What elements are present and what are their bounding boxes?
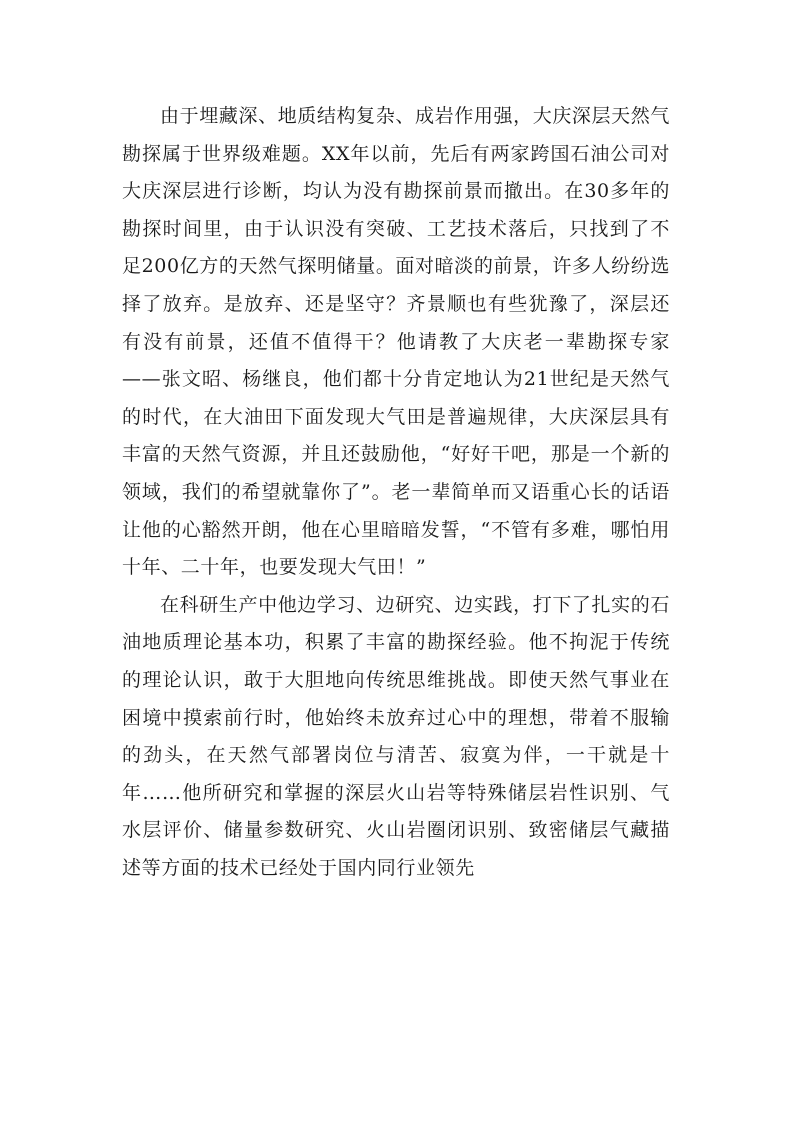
document-body: [122, 98, 670, 887]
paragraph-1: 由于埋藏深、地质结构复杂、成岩作用强，大庆深层天然气勘探属于世界级难题。XX年以前，先后有两家跨国石油公司对大庆深层进行诊断，均认为没有勘探前景而撤出。在30多年的勘探时间里，由于认识没有突破、工艺技术落后，只找到了不足200亿方的天然气探明储量。面对暗淡的前景，许多人纷纷选择了放弃。是放弃、还是坚守？齐景顺也有些犹豫了，深层还有没有前景，还值不值得干？他请教了大庆老一辈勘探专家——张文昭、杨继良，他们都十分肯定地认为21世纪是天然气的时代，在大油田下面发现大气田是普遍规律，大庆深层具有丰富的天然气资源，并且还鼓励他，“好好干吧，那是一个新的领域，我们的希望就靠你了”。老一辈简单而又语重心长的话语让他的心豁然开朗，他在心里暗暗发誓，“不管有多难，哪怕用十年、二十年，也要发现大气田！”: [122, 105, 670, 579]
paragraph-2: 在科研生产中他边学习、边研究、边实践，打下了扎实的石油地质理论基本功，积累了丰富的勘探经验。他不拘泥于传统的理论认识，敢于大胆地向传统思维挑战。即使天然气事业在困境中摸索前行时，他始终未放弃过心中的理想，带着不服输的劲头，在天然气部署岗位与清苦、寂寞为伴，一干就是十年……他所研究和掌握的深层火山岩等特殊储层岩性识别、气水层评价、储量参数研究、火山岩圈闭识别、致密储层气藏描述等方面的技术已经处于国内同行业领先: [122, 593, 670, 879]
